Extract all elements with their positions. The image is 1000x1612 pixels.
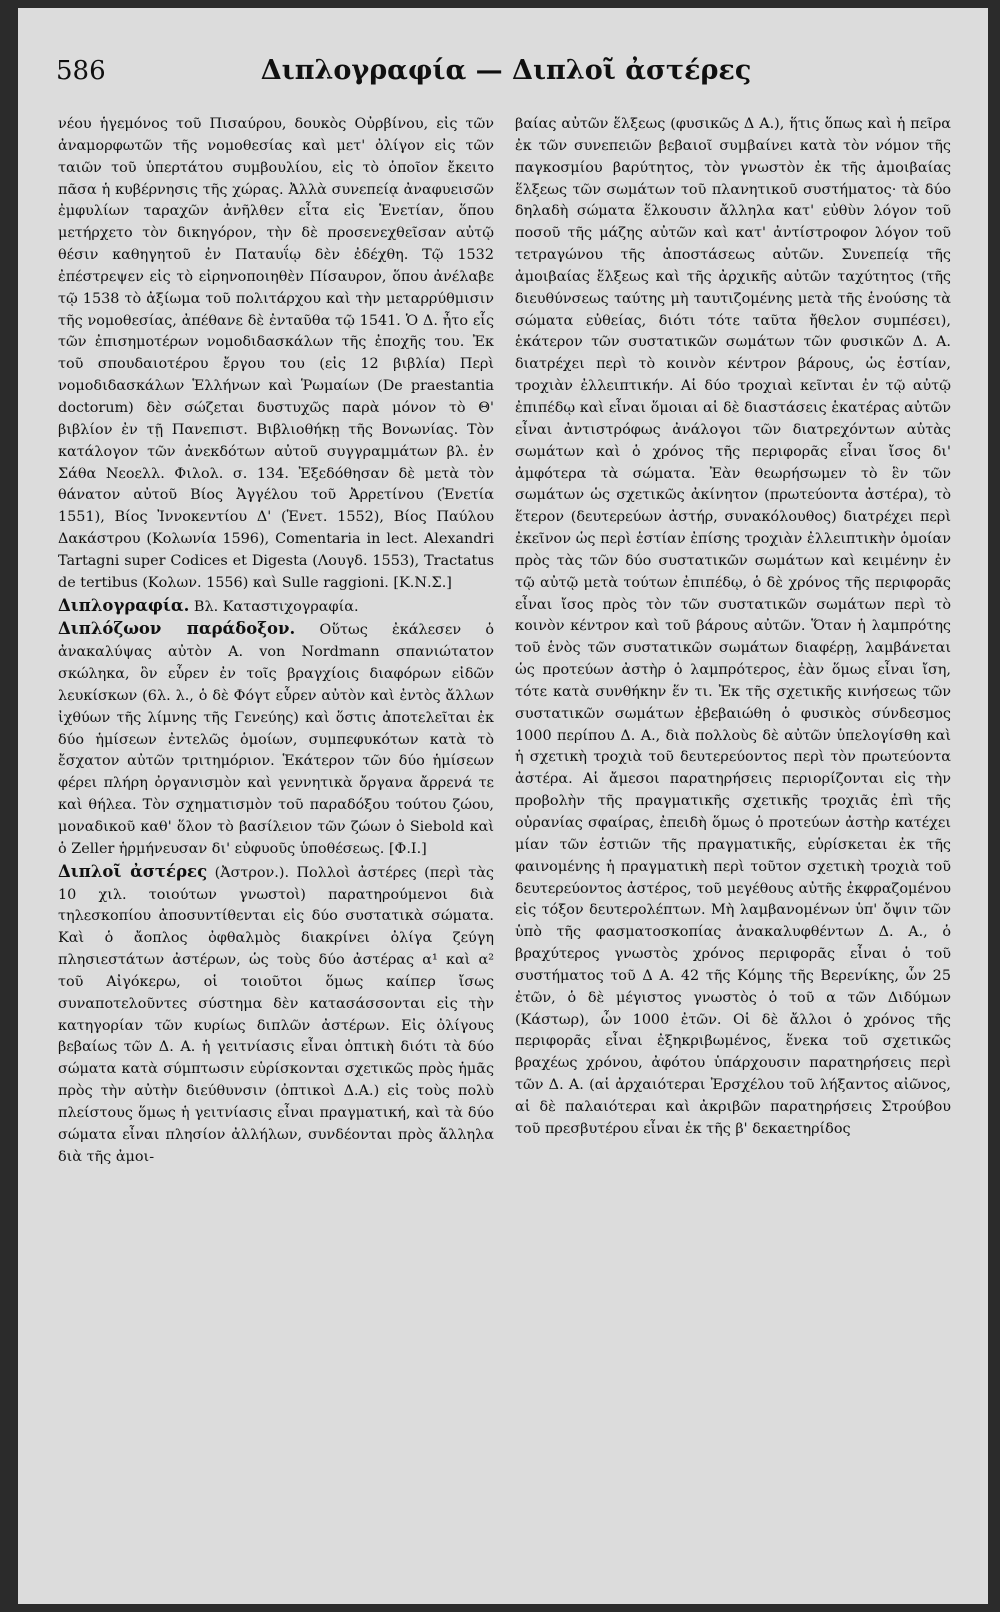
entry-body: (Ἀστρον.). Πολλοὶ ἀστέρες (περὶ τὰς 10 χιλ. τοιούτων γνωστοὶ) παρατηρούμενοι διὰ τηλεσκοπίου ἀποσυντίθενται εἰς δύο συστατικὰ σώματα. Καὶ ὁ ἄοπλος ὀφθαλμὸς διακρίνει ὀλίγα ζεύγη πλησιεστάτων ἀστέρων, ὡς τοὺς δύο ἀστέρας α¹ καὶ α² τοῦ Αἰγόκερω, οἱ τοιοῦτοι ὅμως καίπερ ἴσως συναποτελοῦντες σύστημα δὲν κατασάσσονται εἰς τὴν κατηγορίαν τῶν κυρίως διπλῶν ἀστέρων. Εἰς ὀλίγους βεβαίως τῶν Δ. Α. ἡ γειτνίασις εἶναι ὀπτικὴ διότι τὰ δύο σώματα κατὰ σύμπτωσιν εὑρίσκονται σχετικῶς πρὸς ἡμᾶς πρὸς τὴν αὐτὴν διεύθυνσιν (ὀπτικοὶ Δ.Α.) εἰς τοὺς πολὺ πλείστους ὅμως ἡ γειτνίασις εἶναι πραγματική, καὶ τὰ δύο σώματα εἶναι πλησίον ἀλλήλων, συνδέονται πρὸς ἄλληλα διὰ τῆς ἀμοι-: [58, 864, 494, 1165]
entry-diplozoon: [58, 618, 494, 860]
right-column: [515, 114, 951, 1141]
entry-title: Διπλογραφία.: [58, 595, 190, 615]
entry-diplografia: [58, 595, 494, 619]
page-header: [56, 56, 956, 100]
entry-diploi-asteres: [58, 861, 494, 1169]
page: [18, 8, 988, 1604]
entry-body: Οὕτως ἐκάλεσεν ὁ ἀνακαλύψας αὐτὸν Α. von Nordmann σπανιώτατον σκώληκα, ὃν εὗρεν ἐν τοῖς βραγχίοις διαφόρων εἰδῶν λευκίσκων (6λ. λ., ὁ δὲ Φόγτ εὗρεν αὐτὸν καὶ ἐντὸς ἄλλων ἰχθύων τῆς λίμνης τῆς Γενεύης) καὶ ὅστις ἀποτελεῖται ἐκ δύο ἡμίσεων ἐντελῶς ὁμοίων, συμπεφυκότων κατὰ τὸ ἔσχατον αὐτῶν τριτημόριον. Ἑκάτερον τῶν δύο ἡμίσεων φέρει πλήρη ὀργανισμὸν καὶ γεννητικὰ ὄργανα ἄρρενά τε καὶ θήλεα. Τὸν σχηματισμὸν τοῦ παραδόξου τούτου ζώου, μοναδικοῦ καθ' ὅλον τὸ βασίλειον τῶν ζώων ὁ Siebold καὶ ὁ Zeller ἡρμήνευσαν δι' εὐφυοῦς ὑποθέσεως. [Φ.Ι.]: [58, 622, 494, 857]
continued-article-text: νέου ἡγεμόνος τοῦ Πισαύρου, δουκὸς Οὐρβίνου, εἰς τῶν ἀναμορφωτῶν τῆς νομοθεσίας καὶ μετ' ὀλίγον εἰς τῶν ταιῶν τοῦ ὑπερτάτου συμβουλίου, εἰς τὸ ὁποῖον ἔκειτο πᾶσα ἡ κυβέρνησις τῆς χώρας. Ἀλλὰ συνεπείᾳ ἀναφυεισῶν ἐμφυλίων ταραχῶν ἀνῆλθεν εἶτα εἰς Ἑνετίαν, ὅπου μετήρχετο τὸν δικηγόρον, τὴν δὲ προσενεχθεῖσαν αὐτῷ θέσιν καθηγητοῦ ἐν Παταυΐῳ δὲν ἐδέχθη. Τῷ 1532 ἐπέστρεψεν εἰς τὸ εἰρηνοποιηθὲν Πίσαυρον, ὅπου ἀνέλαβε τῷ 1538 τὸ ἀξίωμα τοῦ πολιτάρχου καὶ τὴν μεταρρύθμισιν τῆς νομοθεσίας, ἀπέθανε δὲ ἐνταῦθα τῷ 1541. Ὁ Δ. ἦτο εἷς τῶν ἐπισημοτέρων νομοδιδασκάλων τῆς ἐποχῆς του. Ἐκ τοῦ σπουδαιοτέρου ἔργου του (εἰς 12 βιβλία) Περὶ νομοδιδασκάλων Ἑλλήνων καὶ Ῥωμαίων (De praestantia doctorum) δὲν σώζεται δυστυχῶς παρὰ μόνον τὸ Θ' βιβλίον ἐν τῇ Πανεπιστ. Βιβλιοθήκῃ τῆς Βονωνίας. Τὸν κατάλογον τῶν ἀνεκδότων αὐτοῦ συγγραμμάτων βλ. ἐν Σάθα Νεοελλ. Φιλολ. σ. 134. Ἐξεδόθησαν δὲ μετὰ τὸν θάνατον αὐτοῦ Βίος Ἀγγέλου τοῦ Ἀρρετίνου (Ἑνετία 1551), Βίος Ἰννοκεντίου Δ' (Ἑνετ. 1552), Βίος Παύλου Δακάστρου (Κολωνία 1596), Comentaria in lect. Alexandri Tartagni super Codices et Digesta (Λουγδ. 1553), Tractatus de tertibus (Κολων. 1556) καὶ Sulle raggioni. [Κ.Ν.Σ.]: [58, 116, 494, 591]
entry-title: Διπλόζωον παράδοξον.: [58, 619, 296, 639]
running-title: Διπλογραφία — Διπλοῖ ἀστέρες: [260, 55, 752, 86]
entry-body: Βλ. Καταστιχογραφία.: [189, 598, 359, 615]
left-column: [58, 114, 494, 1169]
entry-title: Διπλοῖ ἀστέρες: [58, 861, 208, 881]
page-number: 586: [56, 56, 106, 86]
continued-entry-text: βαίας αὐτῶν ἕλξεως (φυσικῶς Δ Α.), ἥτις ὅπως καὶ ἡ πεῖρα ἐκ τῶν συνεπειῶν βεβαιοῖ συμβαίνει κατὰ τὸν νόμον τῆς παγκοσμίου βαρύτητος, τὸν γνωστὸν ἐκ τῆς ἀμοιβαίας ἕλξεως τῶν σωμάτων τοῦ πλανητικοῦ συστήματος· τὰ δύο δηλαδὴ σώματα ἕλκουσιν ἄλληλα κατ' εὐθὺν λόγον τοῦ ποσοῦ τῆς μάζης αὐτῶν καὶ κατ' ἀντίστροφον λόγον τοῦ τετραγώνου τῆς ἀποστάσεως αὐτῶν. Συνεπείᾳ τῆς ἀμοιβαίας ἕλξεως καὶ τῆς ἀρχικῆς αὐτῶν ταχύτητος (τῆς διευθύνσεως ταύτης μὴ ταυτιζομένης μετὰ τῆς ἑνούσης τὰ σώματα εὐθείας, διότι τότε ταῦτα ἤθελον συμπέσει), ἑκάτερον τῶν συστατικῶν σωμάτων τῶν φυσικῶν Δ. Α. διατρέχει περὶ τὸ κοινὸν κέντρον βάρους, ὡς ἑστίαν, τροχιὰν ἐλλειπτικήν. Αἱ δύο τροχιαὶ κεῖνται ἐν τῷ αὐτῷ ἐπιπέδῳ καὶ εἶναι ὅμοιαι αἱ δὲ διαστάσεις ἑκατέρας αὐτῶν εἶναι ἀντιστρόφως ἀνάλογοι τῶν διατρεχόντων αὐτὰς σωμάτων καὶ ὁ χρόνος τῆς περιφορᾶς εἶναι ἴσος δι' ἀμφότερα τὰ σώματα. Ἐὰν θεωρήσωμεν τὸ ἓν τῶν σωμάτων ὡς σχετικῶς ἀκίνητον (πρωτεύοντα ἀστέρα), τὸ ἕτερον (δευτερεύων ἀστήρ, συνακόλουθος) διατρέχει περὶ ἐκεῖνον ὡς περὶ ἑστίαν ἐπίσης τροχιὰν ἐλλειπτικὴν ὁμοίαν πρὸς τὰς τῶν δύο συστατικῶν σωμάτων καὶ κειμένην ἐν τῷ αὐτῷ μετὰ τούτων ἐπιπέδῳ, ὁ δὲ χρόνος τῆς περιφορᾶς εἶναι ἴσος πρὸς τὸν τῶν συστατικῶν σωμάτων περὶ τὸ κοινὸν κέντρον καὶ τοῦ βάρους αὐτῶν. Ὅταν ἡ λαμπρότης τοῦ ἑνὸς τῶν συστατικῶν σωμάτων διαφέρῃ, λαμβάνεται ὡς προτεύων ἀστὴρ ὁ λαμπρότερος, ἐὰν ὅμως εἶναι ἴση, τότε κατὰ συνθήκην ἕν τι. Ἐκ τῆς σχετικῆς κινήσεως τῶν συστατικῶν σωμάτων ἐβεβαιώθη ὁ φυσικὸς σύνδεσμος 1000 περίπου Δ. Α., διὰ πολλοὺς δὲ αὐτῶν ὑπελογίσθη καὶ ἡ σχετικὴ τροχιὰ τοῦ δευτερεύοντος περὶ τὸν πρωτεύοντα ἀστέρα. Αἱ ἄμεσοι παρατηρήσεις περιορίζονται εἰς τὴν προβολὴν τῆς πραγματικῆς σχετικῆς τροχιᾶς ἐπὶ τῆς οὐρανίας σφαίρας, ἐπειδὴ ὅμως ὁ προτεύων ἀστὴρ κατέχει μίαν τῶν ἑστιῶν τῆς πραγματικῆς, εὑρίσκεται ἐκ τῆς φαινομένης ἡ πραγματικὴ περὶ τοῦτον σχετικὴ τροχιὰ τοῦ δευτερεύοντος ἀστέρος, τοῦ μεγέθους αὐτῆς ἐκφραζομένου εἰς τόξον δευτερολέπτων. Μὴ λαμβανομένων ὑπ' ὄψιν τῶν ὑπὸ τῆς φασματοσκοπίας ἀνακαλυφθέντων Δ. Α., ὁ βραχύτερος γνωστὸς χρόνος περιφορᾶς εἶναι ὁ τοῦ συστήματος τοῦ Δ Α. 42 τῆς Κόμης τῆς Βερενίκης, ὧν 25 ἐτῶν, ὁ δὲ μέγιστος γνωστὸς ὁ τοῦ α τῶν Διδύμων (Κάστωρ), ὧν 1000 ἐτῶν. Οἱ δὲ ἄλλοι ὁ χρόνος τῆς περιφορᾶς εἶναι ἐξηκριβωμένος, ἕνεκα τοῦ σχετικῶς βραχέως χρόνου, ἀφότου ὑπάρχουσιν παρατηρήσεις περὶ τῶν Δ. Α. (αἱ ἀρχαιότεραι Ἐρσχέλου τοῦ λήξαντος αἰῶνος, αἱ δὲ παλαιότεραι καὶ ἀκριβῶν παρατηρήσεις Στρούβου τοῦ πρεσβυτέρου εἶναι ἐκ τῆς β' δεκαετηρίδος: [515, 116, 951, 1137]
